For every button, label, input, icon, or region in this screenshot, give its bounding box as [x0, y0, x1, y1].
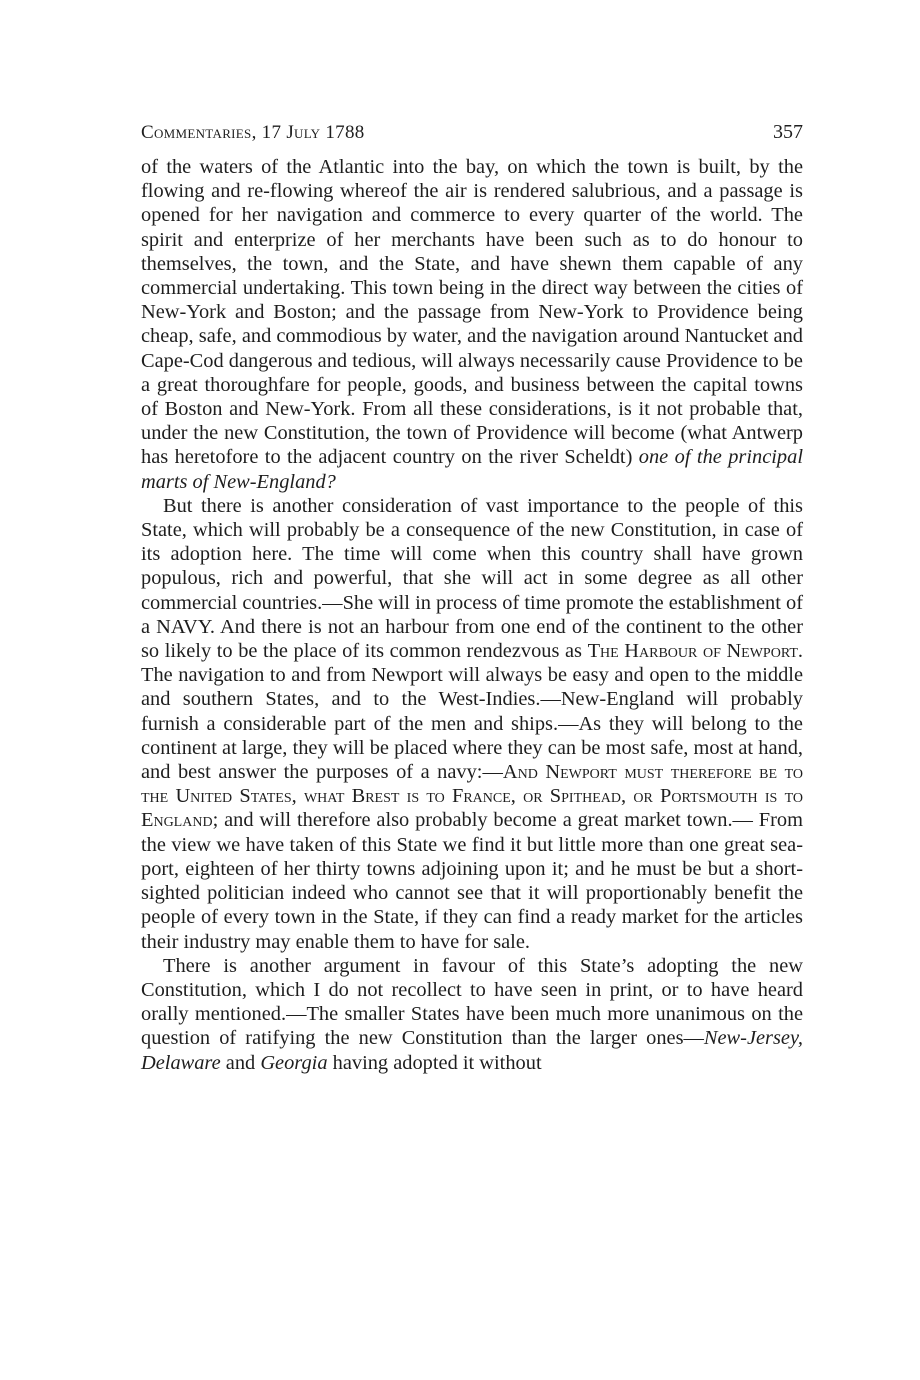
italic-text-segment: New-Jersey, Delaware	[141, 1027, 803, 1074]
running-head-title: Commentaries, 17 July 1788	[141, 122, 365, 143]
italic-text-segment: Georgia	[260, 1051, 328, 1074]
text-segment: of the waters of the Atlantic into the bay, on which the town is built, by the flowing and re-flowing whereof the air is rendered salubrious, and a passage is opened for her navigation and commerce to every quarter of the world. The spirit and enterprize of her merchants have been such as to do honour to themselves, the town, and the State, and have shewn them capable of any commercial undertaking. This town being in the direct way between the cities of New-York and Boston; and the passage from New-York to Providence being cheap, safe, and commodious by water, and the navigation around Nantucket and Cape-Cod dangerous and tedious, will always necessarily cause Providence to be a great thoroughfare for people, goods, and business between the capital towns of Boston and New-York. From all these considerations, is it not probable that, under the new Constitution, the town of Providence will become (what Antwerp has heretofore to the adjacent country on the river Scheldt)	[141, 156, 803, 469]
text-segment: ; and will therefore also probably become a great market town.— From the view we have taken of this State we find it but little more than one great sea-port, eighteen of her thirty towns adjoining upon it; and he must be but a short-sighted politician indeed who cannot see that it will proportionably benefit the people of every town in the State, if they can find a ready market for the articles their industry may enable them to have for sale.	[141, 809, 803, 953]
text-segment: having adopted it without	[327, 1051, 542, 1074]
smallcaps-text-segment: And Newport must therefore be to the United States, what Brest is to France, or Spithead, or Portsmouth is to England	[141, 761, 803, 832]
body-text	[141, 155, 803, 1075]
text-segment: There is another argument in favour of this State’s adopting the new Constitution, which I do not recollect to have seen in print, or to have heard orally mentioned.—The smaller States have been much more unanimous on the question of ratifying the new Constitution than the larger ones—	[141, 954, 803, 1050]
paragraph	[141, 155, 803, 494]
italic-text-segment: one of the principal marts of New-England?	[141, 446, 803, 493]
running-head	[141, 118, 803, 147]
smallcaps-text-segment: The Harbour of Newport	[587, 640, 798, 663]
page-number: 357	[773, 121, 803, 143]
text-segment: . The navigation to and from Newport will always be easy and open to the middle and southern States, and to the West-Indies.—New-England will probably furnish a considerable part of the men and ships.—As they will belong to the continent at large, they will be placed where they can be most safe, most at hand, and best answer the purposes of a navy:—	[141, 640, 803, 784]
paragraph	[141, 954, 803, 1075]
text-segment: But there is another consideration of vast importance to the people of this State, which will probably be a consequence of the new Constitution, in case of its adoption here. The time will come when this country shall have grown populous, rich and powerful, that she will act in some degree as all other commercial countries.—She will in process of time promote the establishment of a NAVY. And there is not an harbour from one end of the continent to the other so likely to be the place of its common rendezvous as	[141, 494, 803, 663]
text-segment: and	[220, 1051, 261, 1074]
document-page	[141, 118, 803, 1075]
paragraph	[141, 494, 803, 954]
